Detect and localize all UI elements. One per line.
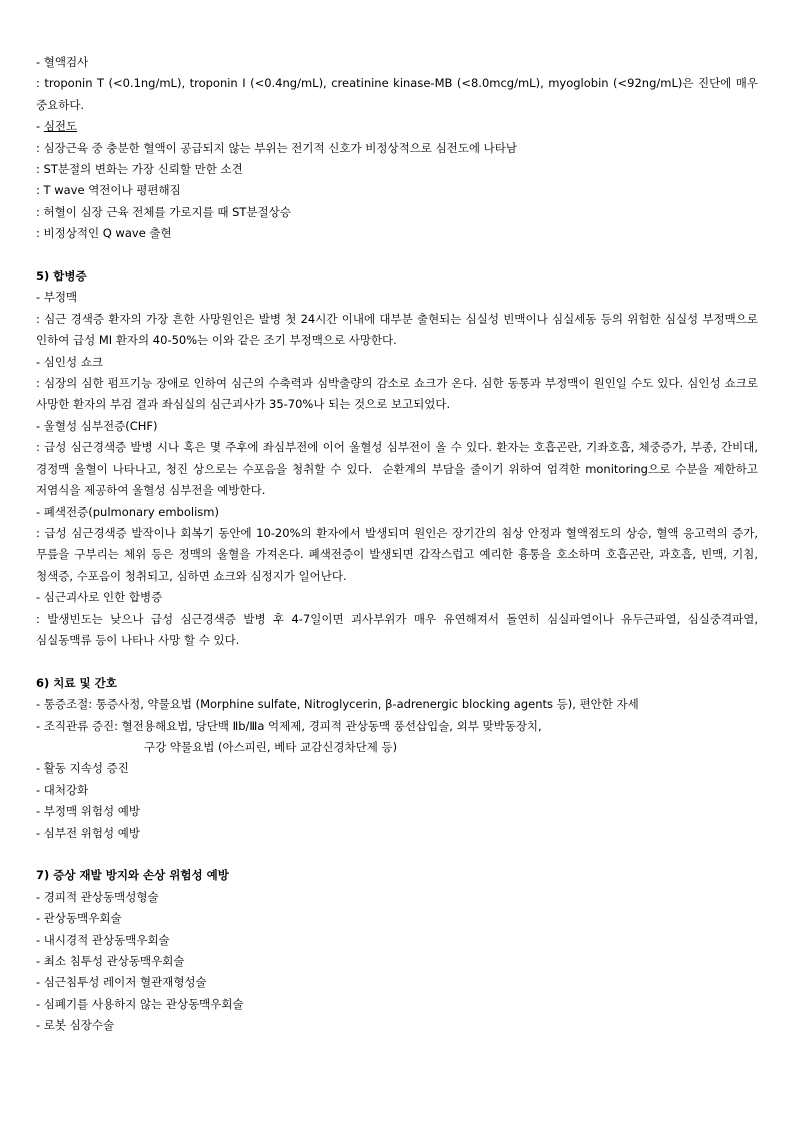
- treatment-item: - 대처강화: [36, 782, 89, 797]
- treatment-item: - 조직관류 증진: 혈전용해요법, 당단백 Ⅱb/Ⅲa 억제제, 경피적 관상동맥 풍선삽입술, 외부 맞박동장치,: [36, 718, 542, 733]
- arrhythmia-title: - 부정맥: [36, 290, 78, 305]
- prevention-item: - 로봇 심장수술: [36, 1018, 115, 1033]
- shock-title: - 심인성 쇼크: [36, 354, 104, 369]
- chf-title: - 울혈성 심부전증(CHF): [36, 418, 158, 433]
- treatment-heading: 6) 치료 및 간호: [36, 675, 117, 690]
- arrhythmia-text: : 심근 경색증 환자의 가장 흔한 사망원인은 발병 첫 24시간 이내에 대부분 출현되는 심실성 빈맥이나 심실세동 등의 위험한 심실성 부정맥으로 인하여 급성 MI 환자의 40-50%는 이와 같은 조기 부정맥으로 사망한다.: [36, 311, 762, 348]
- section-gap: [36, 651, 758, 672]
- chf-text: : 급성 심근경색증 발병 시나 혹은 몇 주후에 좌심부전에 이어 울혈성 심부전이 올 수 있다. 환자는 호흡곤란, 기좌호흡, 체중증가, 부종, 간비대, 경정맥 울혈이 나타나고, 청진 상으로는 수포음을 청취할 수 있다. 순환계의 부담을 줄이기 위하여 엄격한 monitoring으로 수분을 제한하고 저염식을 제공하여 울혈성 심부전을 예방한다.: [36, 440, 762, 498]
- prevention-item: - 경피적 관상동맥성형술: [36, 889, 159, 904]
- document-page: [36, 52, 762, 1037]
- treatment-continuation: 구강 약물요법 (아스피린, 베타 교감신경차단제 등): [144, 739, 398, 754]
- ecg-title-underlined: 심전도: [43, 119, 78, 134]
- section-gap: [36, 245, 758, 266]
- shock-text: : 심장의 심한 펌프기능 장애로 인하여 심근의 수축력과 심박출량의 감소로 쇼크가 온다. 심한 동통과 부정맥이 원인일 수도 있다. 심인성 쇼크로 사망한 환자의 부검 결과 좌심실의 심근괴사가 35-70%나 되는 것으로 보고되었다.: [36, 376, 762, 412]
- treatment-item: - 부정맥 위험성 예방: [36, 804, 140, 819]
- blood-test-text: : troponin T (<0.1ng/mL), troponin I (<0.4ng/mL), creatinine kinase-MB (<8.0mcg/mL), myoglobin (<92ng/mL)은 진단에 매우 중요하다.: [36, 76, 762, 112]
- pe-title: - 폐색전증(pulmonary embolism): [36, 504, 219, 519]
- ecg-title: - 심전도: [36, 119, 78, 134]
- prevention-heading: 7) 증상 재발 방지와 손상 위험성 예방: [36, 868, 229, 883]
- necrosis-title: - 심근괴사로 인한 합병증: [36, 590, 163, 605]
- ecg-item: : 비정상적인 Q wave 출현: [36, 226, 172, 241]
- prevention-item: - 심폐기를 사용하지 않는 관상동맥우회술: [36, 996, 244, 1011]
- necrosis-text: : 발생빈도는 낮으나 급성 심근경색증 발병 후 4-7일이면 괴사부위가 매우 유연해져서 돌연히 심실파열이나 유두근파열, 심실중격파열, 심실동맥류 등이 나타나 사망 할 수 있다.: [36, 611, 762, 647]
- ecg-item: : 심장근육 중 충분한 혈액이 공급되지 않는 부위는 전기적 신호가 비정상적으로 심전도에 나타남: [36, 140, 517, 155]
- prevention-item: - 내시경적 관상동맥우회술: [36, 932, 170, 947]
- blood-test-title: - 혈액검사: [36, 55, 89, 69]
- prevention-item: - 심근침투성 레이저 혈관재형성술: [36, 975, 207, 990]
- section-gap: [36, 844, 758, 865]
- ecg-item: : T wave 역전이나 평편해짐: [36, 183, 181, 198]
- prevention-item: - 최소 침투성 관상동맥우회술: [36, 954, 185, 969]
- ecg-item: : ST분절의 변화는 가장 신뢰할 만한 소견: [36, 162, 243, 177]
- prevention-item: - 관상동맥우회술: [36, 911, 122, 926]
- pe-text: : 급성 심근경색증 발작이나 회복기 동안에 10-20%의 환자에서 발생되며 원인은 장기간의 침상 안정과 혈액점도의 상승, 혈액 응고력의 증가, 무릎을 구부리는 체위 등은 정맥의 울혈을 가져온다. 폐색전증이 발생되면 갑작스럽고 예리한 흉통을 호소하며 호흡곤란, 과호흡, 빈맥, 기침, 청색증, 수포음이 청취되고, 심하면 쇼크와 심정지가 일어난다.: [36, 525, 762, 583]
- treatment-item: - 심부전 위험성 예방: [36, 825, 140, 840]
- complications-heading: 5) 합병증: [36, 269, 87, 284]
- treatment-item: - 통증조절: 통증사정, 약물요법 (Morphine sulfate, Nitroglycerin, β-adrenergic blocking agents 등), 편안한 자세: [36, 697, 639, 712]
- ecg-item: : 허혈이 심장 근육 전체를 가로지를 때 ST분절상승: [36, 204, 291, 219]
- treatment-item: - 활동 지속성 증진: [36, 761, 129, 776]
